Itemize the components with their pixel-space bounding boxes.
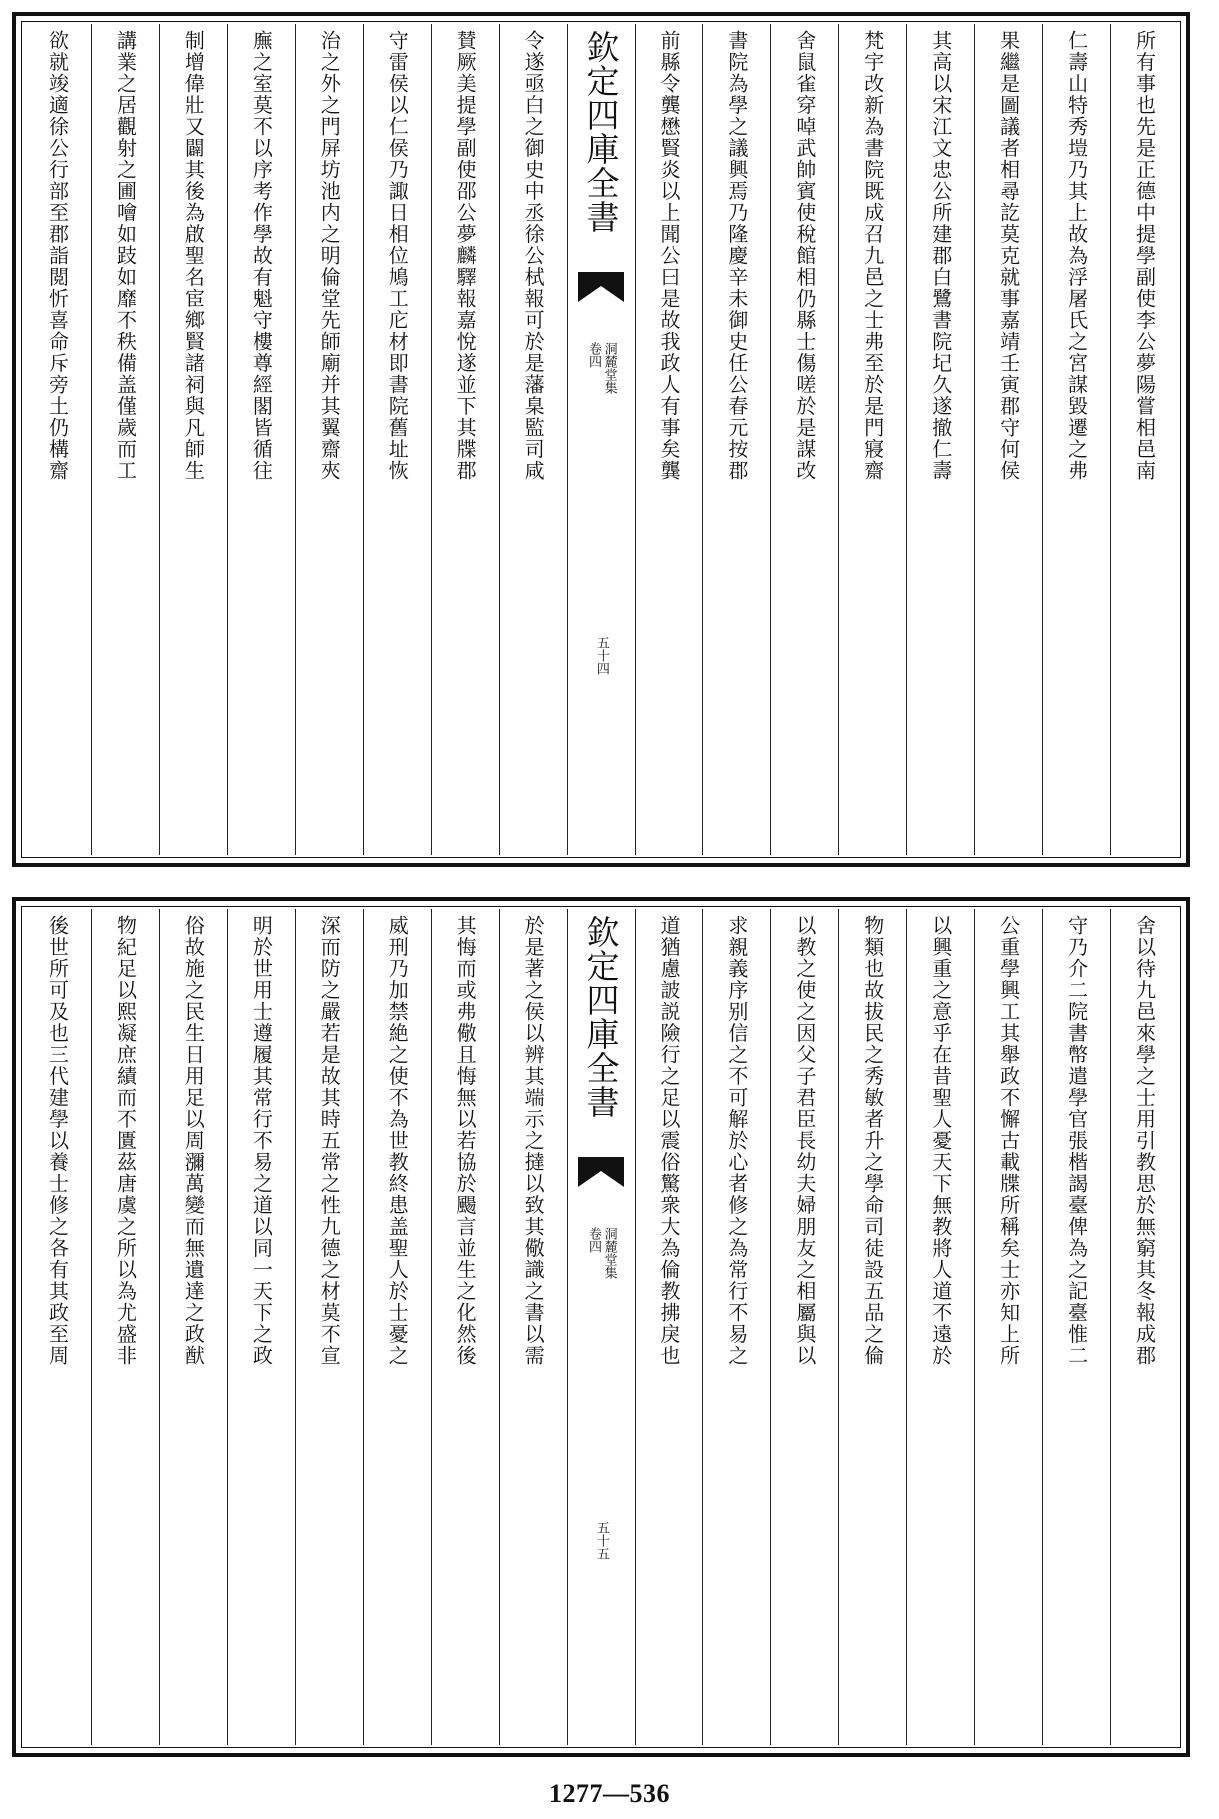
text-column [295, 909, 363, 1745]
text-column [1042, 24, 1110, 855]
text-column [906, 909, 974, 1745]
column-text: 欲就竣適徐公行部至郡詣閲忻喜命斥旁土仍構齋 [45, 30, 70, 482]
column-text: 舍以待九邑來學之士用引教思於無窮其冬報成郡 [1132, 915, 1157, 1367]
text-column [1042, 909, 1110, 1745]
text-column [159, 24, 227, 855]
text-column [227, 909, 295, 1745]
column-text: 其悔而或弗儆且悔無以若協於颺言並生之化然後 [453, 915, 478, 1367]
text-column [702, 909, 770, 1745]
column-text: 公重學興工其舉政不懈古載牒所稱矣士亦知上所 [996, 915, 1021, 1367]
columns-bottom [24, 909, 1178, 1745]
book-title: 洞麓堂集 [601, 1227, 617, 1279]
page-number-footer: 1277—536 [549, 1779, 670, 1808]
column-text: 講業之居觀射之圃噲如跂如靡不秩備盖僅歲而工 [113, 30, 138, 482]
text-column [91, 909, 159, 1745]
text-column [770, 24, 838, 855]
text-column [24, 24, 91, 855]
text-column [974, 909, 1042, 1745]
columns-top [24, 24, 1178, 855]
center-book-name [586, 1227, 615, 1279]
column-text: 明於世用士遵履其常行不易之道以同一天下之政 [249, 915, 274, 1367]
text-column [635, 909, 703, 1745]
column-text: 守雷侯以仁侯乃諏日相位鳩工庀材即書院舊址恢 [385, 30, 410, 482]
book-title: 洞麓堂集 [601, 342, 617, 394]
column-text: 廡之室莫不以序考作學故有魁守樓尊經閣皆循往 [249, 30, 274, 482]
column-text: 賛厥美提學副使邵公夢麟驛報嘉悅遂並下其牒郡 [453, 30, 478, 482]
column-text: 威刑乃加禁絶之使不為世教終患盖聖人於士憂之 [385, 915, 410, 1367]
folio-number: 五十五 [593, 1521, 609, 1560]
column-text: 治之外之門屏坊池内之明倫堂先師廟并其翼齋夾 [317, 30, 342, 482]
center-title: 欽定四庫全書 [581, 30, 621, 234]
text-column [906, 24, 974, 855]
column-text: 物類也故拔民之秀敏者升之學命司徒設五品之倫 [860, 915, 885, 1367]
text-column [838, 909, 906, 1745]
column-text: 其高以宋江文忠公所建郡白鷺書院圮久遂撤仁壽 [928, 30, 953, 482]
folio-number: 五十四 [593, 636, 609, 675]
column-text: 俗故施之民生日用足以周瀰萬變而無遺達之政猷 [181, 915, 206, 1367]
column-text: 制增偉壯又闢其後為啟聖名宦鄉賢諸祠與凡師生 [181, 30, 206, 482]
center-margin-column [567, 24, 635, 855]
column-text: 令遂亟白之御史中丞徐公栻報可於是藩臬監司咸 [521, 30, 546, 482]
column-text: 以興重之意乎在昔聖人憂天下無教將人道不遠於 [928, 915, 953, 1367]
page-top [12, 12, 1190, 867]
column-text: 梵宇改新為書院既成召九邑之士弗至於是門寢齋 [860, 30, 885, 482]
juan-number: 卷四 [586, 342, 602, 368]
fishtail-mark [578, 1157, 624, 1187]
text-column [91, 24, 159, 855]
text-column [838, 24, 906, 855]
center-book-name [586, 342, 615, 394]
center-title: 欽定四庫全書 [581, 915, 621, 1119]
text-column [702, 24, 770, 855]
column-text: 深而防之嚴若是故其時五常之性九德之材莫不宣 [317, 915, 342, 1367]
center-margin-column [567, 909, 635, 1745]
text-column [24, 909, 91, 1745]
column-text: 求親義序别信之不可解於心者修之為常行不易之 [724, 915, 749, 1367]
column-text: 於是著之侯以辨其端示之撻以致其儆識之書以需 [521, 915, 546, 1367]
column-text: 物紀足以熙凝庶績而不匱茲唐虞之所以為尤盛非 [113, 915, 138, 1367]
text-column [363, 24, 431, 855]
column-text: 道猶慮詖説險行之足以震俗驚衆大為倫教拂戾也 [656, 915, 681, 1367]
text-column [1110, 909, 1178, 1745]
text-column [1110, 24, 1178, 855]
text-column [159, 909, 227, 1745]
text-column [431, 24, 499, 855]
text-column [431, 909, 499, 1745]
column-text: 仁壽山特秀塏乃其上故為浮屠氏之宮謀毀遷之弗 [1064, 30, 1089, 482]
text-column [770, 909, 838, 1745]
text-column [499, 909, 567, 1745]
juan-number: 卷四 [586, 1227, 602, 1253]
column-text: 果繼是圖議者相尋訖莫克就事嘉靖壬寅郡守何侯 [996, 30, 1021, 482]
text-column [295, 24, 363, 855]
text-column [363, 909, 431, 1745]
page-bottom [12, 897, 1190, 1757]
text-column [499, 24, 567, 855]
text-column [635, 24, 703, 855]
column-text: 書院為學之議興焉乃隆慶辛未御史任公春元按郡 [724, 30, 749, 482]
text-column [227, 24, 295, 855]
column-text: 所有事也先是正德中提學副使李公夢陽嘗相邑南 [1132, 30, 1157, 482]
fishtail-mark [578, 272, 624, 302]
column-text: 舍鼠雀穿啅武帥賓使稅館相仍縣士傷嗟於是謀改 [792, 30, 817, 482]
column-text: 以教之使之因父子君臣長幼夫婦朋友之相屬與以 [792, 915, 817, 1367]
text-column [974, 24, 1042, 855]
column-text: 後世所可及也三代建學以養士修之各有其政至周 [45, 915, 70, 1367]
column-text: 前縣令龔懋賢炎以上聞公曰是故我政人有事矣龔 [656, 30, 681, 482]
column-text: 守乃介二院書幣遣學官張楷謁臺俾為之記臺惟二 [1064, 915, 1089, 1367]
